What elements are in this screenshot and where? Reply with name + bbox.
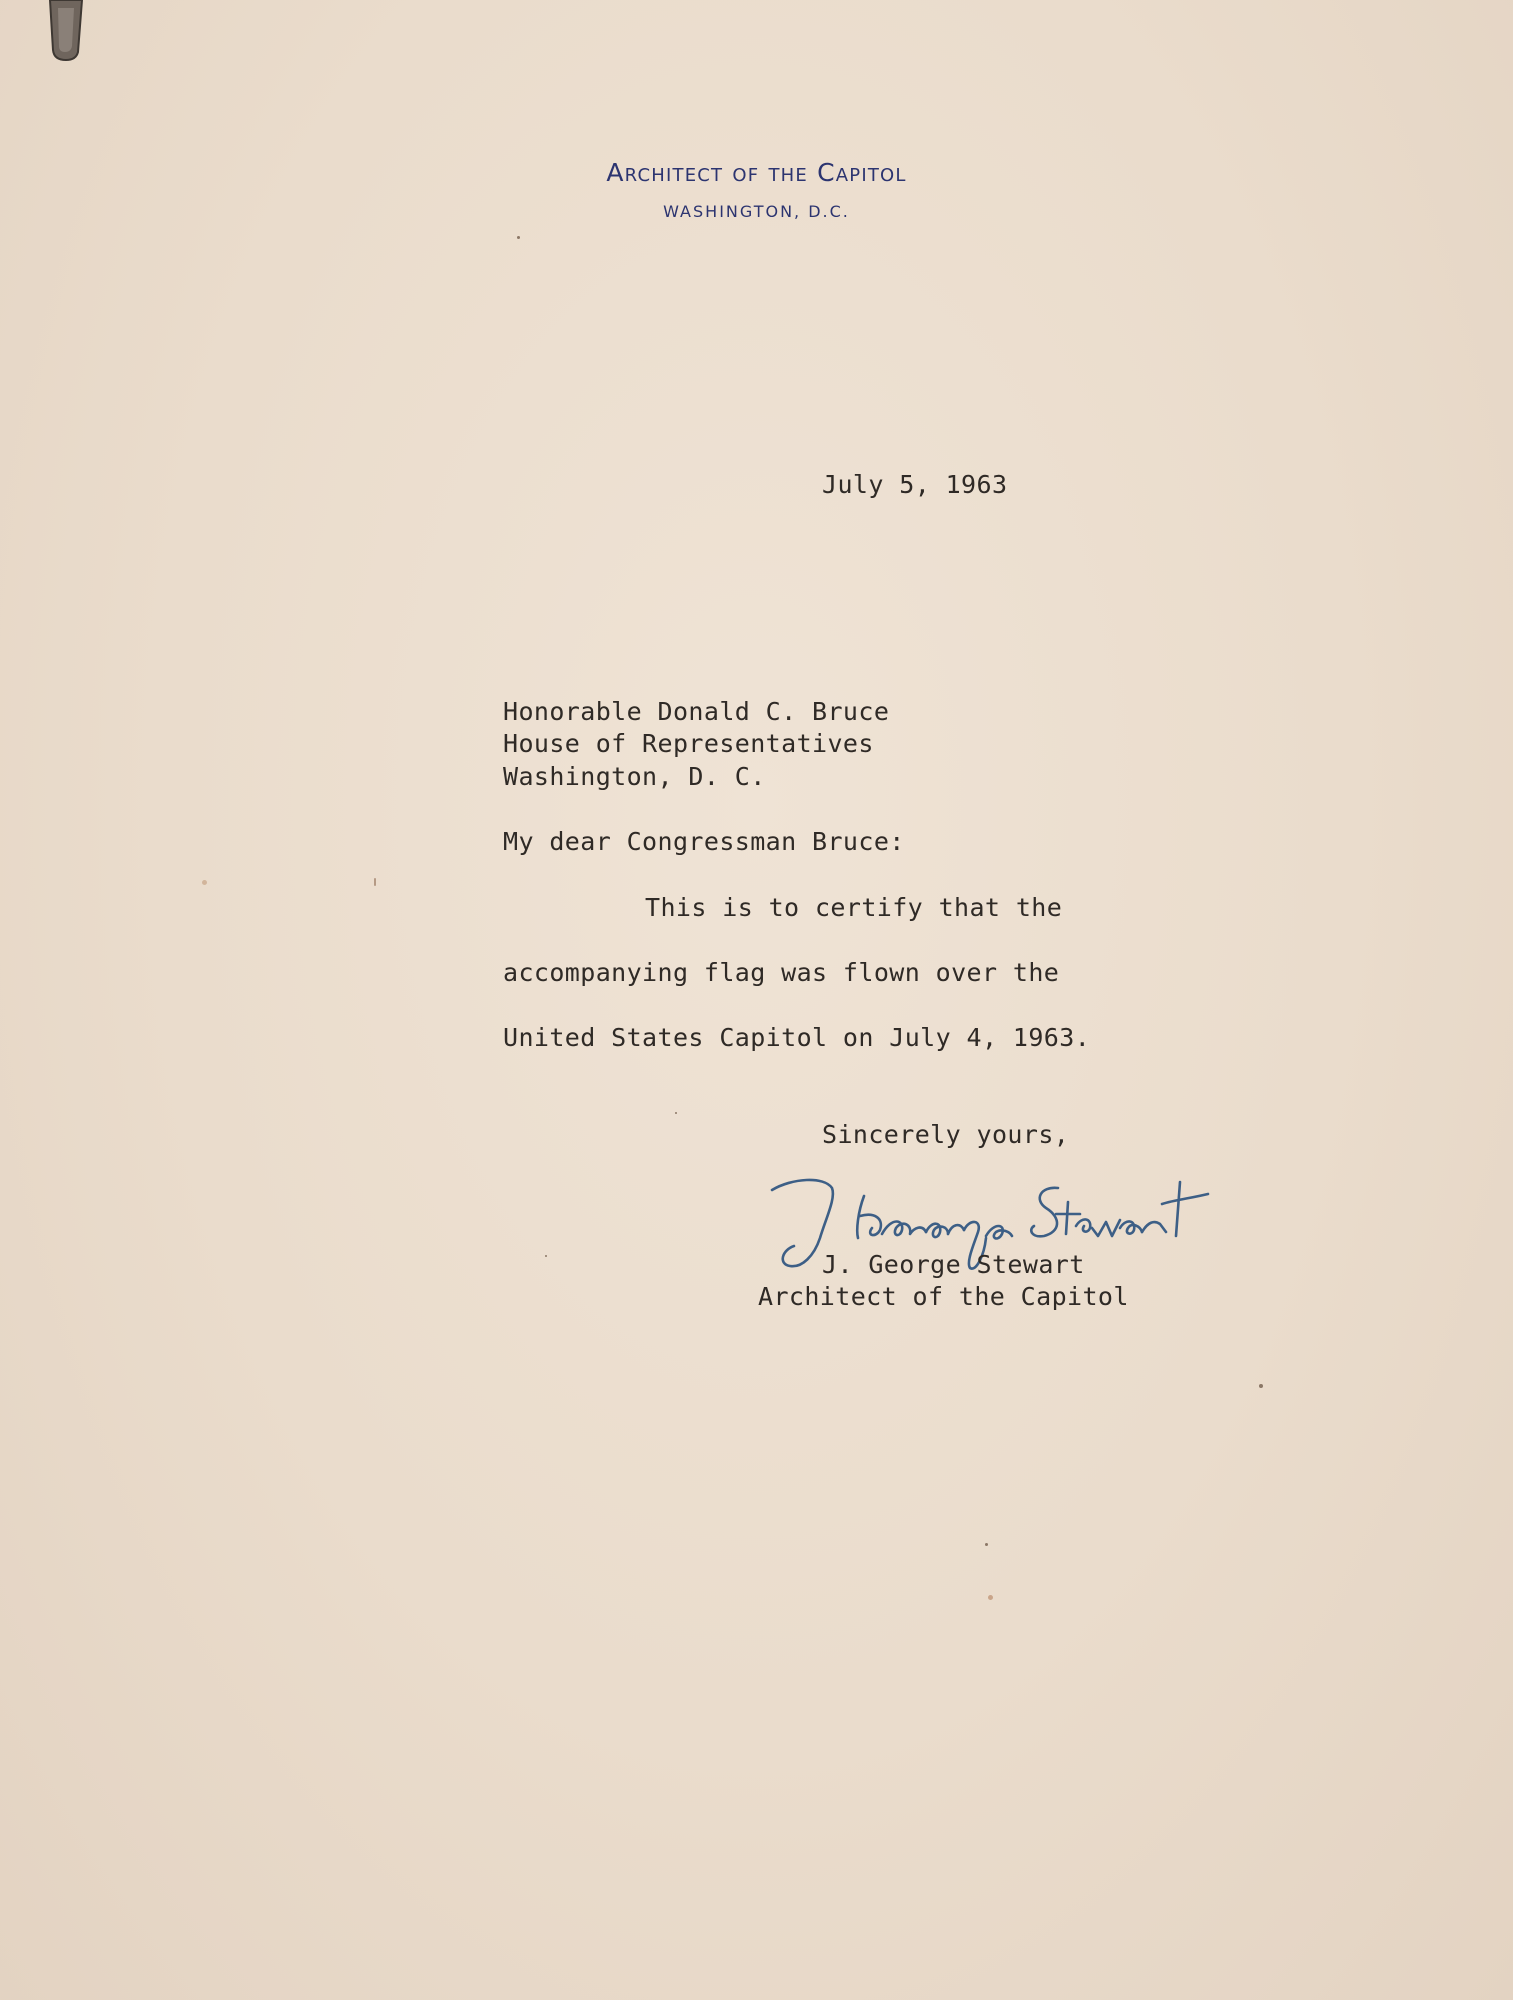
- salutation: My dear Congressman Bruce:: [503, 827, 905, 856]
- body-line: accompanying flag was flown over the: [503, 958, 1060, 987]
- letter-date: July 5, 1963: [822, 470, 1008, 499]
- paper-speck: [1259, 1384, 1263, 1388]
- paper-speck: [545, 1255, 547, 1257]
- body-line: This is to certify that the: [645, 893, 1063, 922]
- closing: Sincerely yours,: [822, 1120, 1070, 1149]
- signer-title: Architect of the Capitol: [758, 1282, 1129, 1311]
- paper-speck: [202, 880, 207, 885]
- paper-speck: [675, 1112, 677, 1114]
- body-line: United States Capitol on July 4, 1963.: [503, 1023, 1091, 1052]
- recipient-line: House of Representatives: [503, 729, 874, 758]
- signer-name: J. George Stewart: [822, 1250, 1085, 1279]
- paper-speck: [517, 236, 520, 239]
- paper-clip-icon: [44, 0, 88, 64]
- recipient-line: Washington, D. C.: [503, 762, 766, 791]
- paper-speck: [988, 1595, 993, 1600]
- paper-speck: [985, 1543, 988, 1546]
- paper-speck: [374, 878, 376, 886]
- letterhead-title: Architect of the Capitol: [606, 158, 907, 187]
- recipient-line: Honorable Donald C. Bruce: [503, 697, 890, 726]
- letterhead-subtitle: WASHINGTON, D.C.: [663, 202, 850, 221]
